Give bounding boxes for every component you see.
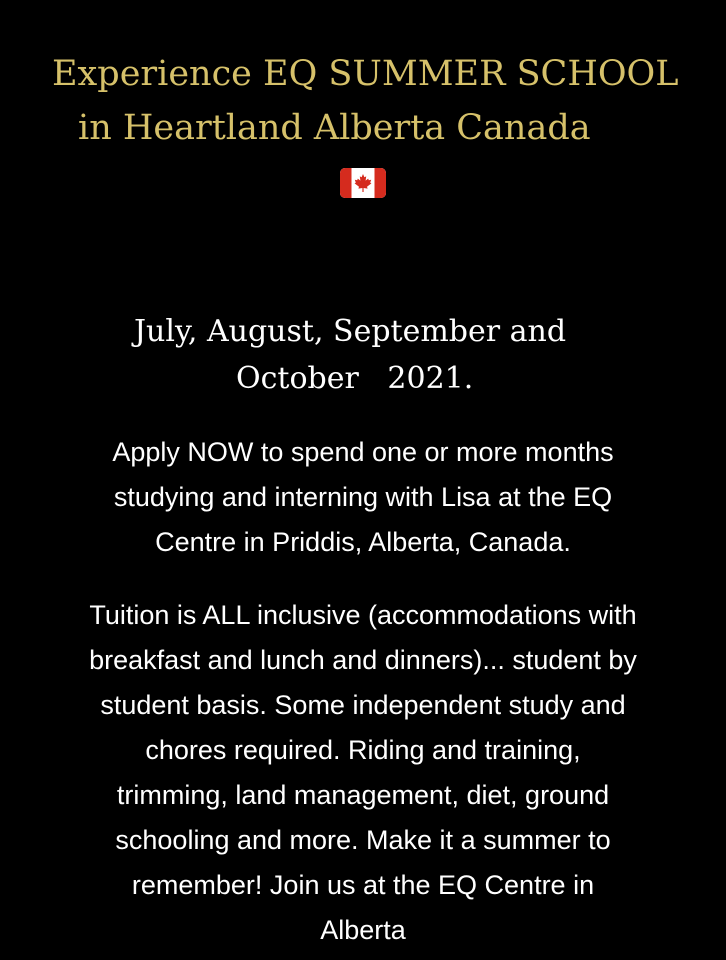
canada-flag-icon — [340, 168, 386, 198]
page-title-line-2: in Heartland Alberta Canada — [78, 108, 591, 148]
dates-line-1: July, August, September and — [134, 314, 567, 349]
dates-line-2: October 2021. — [236, 361, 474, 396]
tuition-paragraph: Tuition is ALL inclusive (accommodations with breakfast and lunch and dinners)... student by student basis. Some independent study and chores required. Riding and training, trimming, land management, diet, ground schooling and more. Make it a summer to remember! Join us at the EQ Centre in Alberta — [89, 600, 637, 945]
apply-paragraph: Apply NOW to spend one or more months studying and interning with Lisa at the EQ Centre in Priddis, Alberta, Canada. — [112, 437, 614, 557]
page-title-line-1: Experience EQ SUMMER SCHOOL — [52, 54, 679, 94]
